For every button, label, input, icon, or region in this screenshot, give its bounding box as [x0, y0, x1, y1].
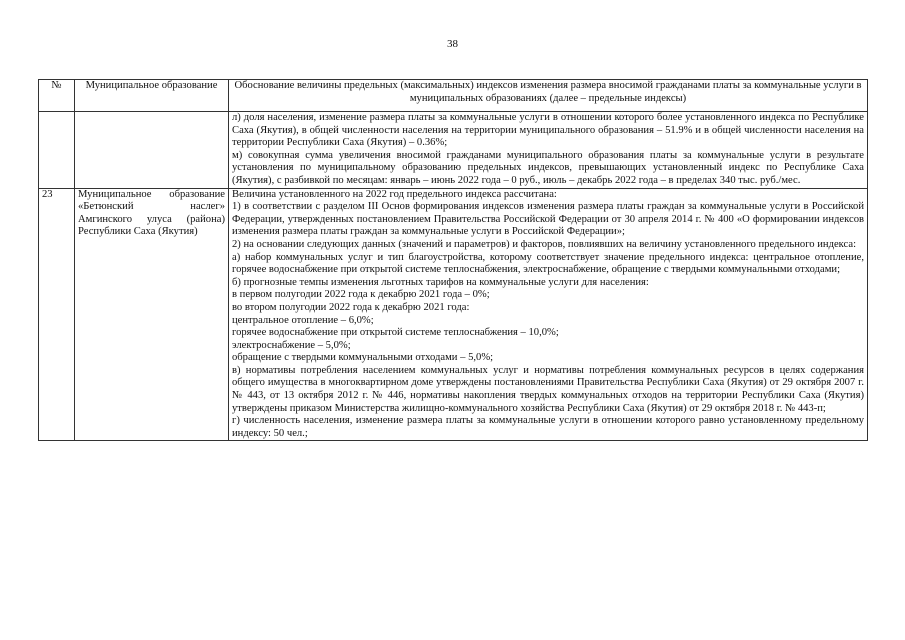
- paragraph-g: г) численность населения, изменение размера платы за коммунальные услуги в отношении которого равно установленному предельному индексу: 50 чел.;: [232, 415, 864, 439]
- paragraph-electricity: электроснабжение – 5,0%;: [232, 339, 351, 351]
- paragraph-2: 2) на основании следующих данных (значений и параметров) и факторов, повлиявших на величину установленного предельного индекса:: [232, 238, 857, 250]
- paragraph-v: в) нормативы потребления населением коммунальных услуг и нормативы потребления коммунальных ресурсов в целях содержания общего имущества в многоквартирном доме утверждены постановлениями Правительства Республики Саха (Якутия) от 29 октября 2007 г. № 443, от 13 октября 2012 г. № 446, нормативы накопления твердых коммунальных отходов на территории Республики Саха (Якутия) утверждены приказом Министерства жилищно-коммунального хозяйства Республики Саха (Якутия) от 29 октября 2018 г. № 443-п;: [232, 364, 864, 414]
- page-number: 38: [447, 38, 458, 50]
- table-row-23: [39, 188, 868, 441]
- paragraph-b-second-half: во втором полугодии 2022 года к декабрю 2021 года:: [232, 301, 470, 313]
- continued-justification-cell: [229, 112, 868, 189]
- paragraph-waste: обращение с твердыми коммунальными отходами – 5,0%;: [232, 352, 494, 364]
- municipality-cell: [75, 188, 229, 441]
- paragraph-l: л) доля населения, изменение размера платы за коммунальные услуги в отношении которого более установленного индекса по Республике Саха (Якутия), в общей численности населения на территории муниципального образования – 51.9% и в общей численности населения на территории Республики Саха (Якутия) – 0.36%;: [232, 112, 864, 149]
- header-municipality: Муниципальное образование: [75, 80, 229, 112]
- municipality-name: Муниципальное образование «Бетюнский наслег» Амгинского улуса (района) Республики Саха (Якутия): [78, 188, 225, 238]
- table-header-row: [39, 80, 868, 112]
- paragraph-intro: Величина установленного на 2022 год предельного индекса рассчитана:: [232, 188, 557, 200]
- indices-table: [38, 79, 868, 441]
- header-justification: Обоснование величины предельных (максимальных) индексов изменения размера вносимой гражданами платы за коммунальные услуги в муниципальных образованиях (далее – предельные индексы): [229, 80, 868, 112]
- paragraph-1: 1) в соответствии с разделом III Основ формирования индексов изменения размера платы граждан за коммунальные услуги в Российской Федерации, утвержденных постановлением Правительства Российской Федерации от 30 апреля 2014 г. № 400 «О формировании индексов изменения размера платы граждан за коммунальные услуги в Российской Федерации»;: [232, 201, 864, 238]
- row-number: 23: [39, 188, 75, 441]
- header-number: №: [39, 80, 75, 112]
- table-row-continued: [39, 112, 868, 189]
- justification-cell: [229, 188, 868, 441]
- paragraph-b-first-half: в первом полугодии 2022 года к декабрю 2021 года – 0%;: [232, 289, 490, 301]
- continued-municipality-cell: [75, 112, 229, 189]
- paragraph-a: а) набор коммунальных услуг и тип благоустройства, которому соответствует значение предельного индекса: центральное отопление, горячее водоснабжение при открытой системе теплоснабжения, электроснабжение, обращение с твердыми коммунальными отходами;: [232, 251, 864, 276]
- paragraph-b: б) прогнозные темпы изменения льготных тарифов на коммунальные услуги для населения:: [232, 276, 649, 288]
- paragraph-hot-water: горячее водоснабжение при открытой системе теплоснабжения – 10,0%;: [232, 327, 559, 339]
- continued-num-cell: [39, 112, 75, 189]
- paragraph-m: м) совокупная сумма увеличения вносимой гражданами муниципального образования платы за коммунальные услуги в результате установления по муниципальному образованию предельных индексов, превышающих установленный индекс по Республике Саха (Якутия), с разбивкой по месяцам: январь – июнь 2022 года – 0 руб., июль – декабрь 2022 года – в пределах 340 тыс. руб./мес.: [232, 149, 864, 186]
- paragraph-heating: центральное отопление – 6,0%;: [232, 314, 374, 326]
